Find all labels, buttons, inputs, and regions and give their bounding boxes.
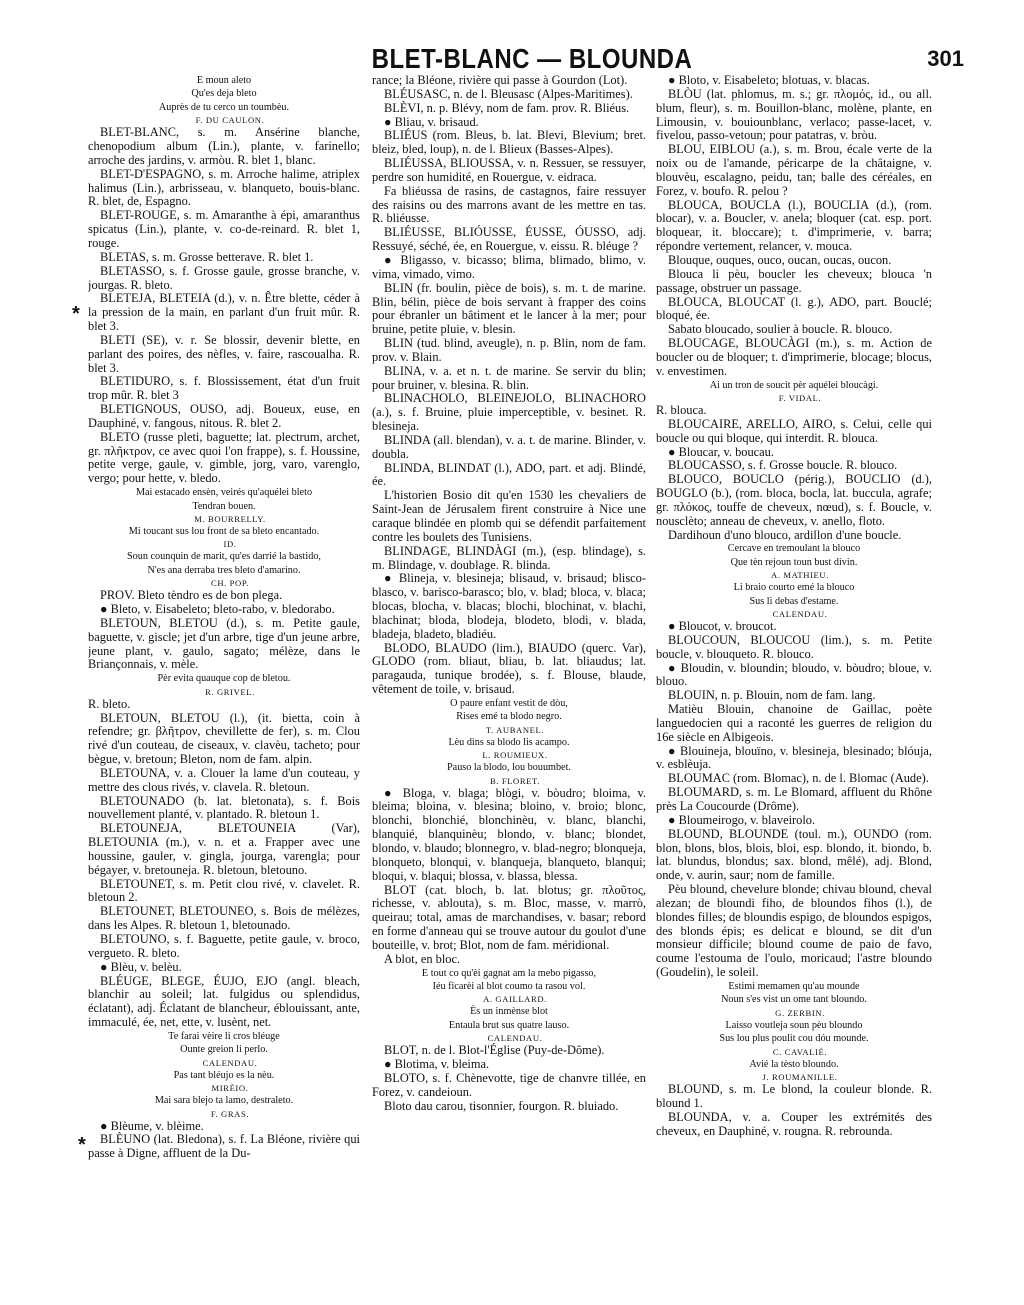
page-number: 301 [927, 46, 964, 71]
quote-author: B. FLORET. [489, 775, 540, 786]
verse-line: Lèu dins sa blodo lis acampo. [448, 736, 570, 748]
verse-line: Que tèn rejoun toun bust divin. [730, 556, 858, 568]
column-middle [372, 74, 646, 1289]
dictionary-entry: BLIÉUS (rom. Bleus, b. lat. Blevi, Blevium; bret. bleiz, bled, loup), n. de l. Blieux (Basses-Alpes). [372, 128, 646, 157]
verse-line: N'es ana derraba tres bleto d'amarino. [147, 564, 301, 576]
dictionary-entry: BLOUND, BLOUNDE (toul. m.), OUNDO (rom. blon, blons, blos, blois, bloi, esp. blondo, it. biondo, b. lat. blundus, blondus; sax. blond, mêlé), adj. Blond, onde, v. aurin, saur; nom de famille. [656, 826, 932, 883]
quote-author: F. DU CAULON. [195, 115, 265, 126]
dictionary-entry: BLETOUN, BLETOU (d.), s. m. Petite gaule, baguette, v. giscle; jet d'un arbre, tige d'un jeune arbre, jeune plant, v. gaulo, sagato; mélèze, dans le Briançonnais, v. mèle. [88, 615, 360, 672]
dictionary-entry: BLINA, v. a. et n. t. de marine. Se servir du blin; pour bruiner, v. blesina. R. blin. [372, 363, 646, 392]
dictionary-entry: BLIÉUSSE, BLIÓUSSE, ÉUSSE, ÓUSSO, adj. Ressuyé, séché, ée, en Rouergue, v. eissu. R. bléuge ? [372, 225, 646, 254]
verse-line: Noun s'es vist un ome tant bloundo. [721, 994, 867, 1006]
dictionary-entry: BLIÉUSSA, BLIOUSSA, v. n. Ressuer, se ressuyer, perdre son humidité, en Rouergue, v. eidraca. [372, 156, 646, 184]
quote-author: CALENDAU. [772, 609, 828, 620]
dictionary-entry: Matièu Blouin, chanoine de Gaillac, poète languedocien qui a raconté les guerres de religion du 16e siècle en Albigeois. [656, 702, 932, 744]
quote-author: A. GAILLARD. [483, 994, 547, 1005]
dictionary-entry: BLINACHOLO, BLEINEJOLO, BLINACHORO (a.), s. f. Bruine, pluie imperceptible, v. besinet. R. blesineja. [372, 391, 646, 434]
verse-line: Iéu ficarèi al blot coumo ta rasou vol. [432, 980, 586, 992]
verse-line: O paure enfant vestit de dòu, [450, 697, 568, 709]
dictionary-entry: BLETAS, s. m. Grosse betterave. R. blet 1. [100, 249, 314, 264]
quote-author: F. GRAS. [210, 1108, 250, 1119]
quote-author: R. GRIVEL. [205, 686, 255, 697]
dictionary-entry: BLOUIN, n. p. Blouin, nom de fam. lang. [668, 688, 876, 703]
dictionary-entry: BLODO, BLAUDO (lim.), BIAUDO (querc. Var), GLODO (rom. bliaut, bliau, b. lat. bliaudus; lat. paragauda, tunique brodée), s. f. Blouse, blaude, vêtement de toile, v. brisaud. [372, 640, 646, 697]
dictionary-entry: BLIN (fr. boulin, pièce de bois), s. m. t. de marine. Blin, bélin, pièce de bois servant à frapper des coins pour ébranler un bâtiment et le lancer à la mer; pour bruine, petite pluie, v. blesin. [372, 280, 646, 337]
dictionary-entry: BLOUCA, BOUCLA (l.), BOUCLIA (d.), (rom. blocar), v. a. Boucler, v. anela; bloquer (cat. esp. port. bloquear, it. bloccare); t. d'imprimerie, v. barra; répondre vertement, relancer, v. mouca. [656, 197, 932, 254]
verse-line: Pèr evita quauque cop de bletou. [157, 673, 291, 685]
quote-author: C. CAVALIÉ. [772, 1046, 828, 1057]
dictionary-entry: BLETO (russe pleti, baguette; lat. plectrum, archet, gr. πλῆκτρον, ce avec quoi l'on frappe), s. f. Houssine, petite verge, gaule, v. gimble, jorg, varo, varenglo, vergo; pour hette, v. bledo. [88, 429, 360, 486]
verse-line: Te farai vèire li cros bléuge [168, 1030, 280, 1042]
dictionary-entry: BLÉUGE, BLEGE, ÉUJO, EJO (angl. bleach, blanchir au soleil; lat. fulgidus ou splendidus, éclatant), adj. Éclatant de blancheur, éblouissant, ante, immaculé, ée, net, ette, v. lusènt, net. [88, 973, 360, 1030]
quote-author: ID. [223, 539, 237, 550]
verse-line: Estimi memamen qu'au mounde [728, 980, 860, 992]
dictionary-entry: Bloto dau carou, tisonnier, fourgon. R. bluiado. [384, 1098, 619, 1113]
dictionary-entry: BLOUCAGE, BLOUCÀGI (m.), s. m. Action de boucler ou de bloquer; t. d'imprimerie, blocage; blocus, v. envestimen. [656, 336, 932, 378]
dictionary-entry: ● Blèume, v. blèime. [100, 1118, 204, 1133]
verse-line: Sus lou plus poulit cou dóu mounde. [719, 1033, 869, 1045]
dictionary-entry: A blot, en bloc. [384, 951, 461, 966]
quote-author: CH. POP. [211, 578, 249, 589]
quote-author: CALENDAU. [487, 1033, 543, 1044]
dictionary-entry: BLOTO, s. f. Chènevotte, tige de chanvre tillée, en Forez, v. candeioun. [372, 1070, 646, 1099]
dictionary-entry: ● Bloucot, v. broucot. [668, 619, 777, 634]
dictionary-entry: BLÈVI, n. p. Blévy, nom de fam. prov. R. Bliéus. [384, 100, 630, 115]
dictionary-entry: BLETOUNEJA, BLETOUNEIA (Var), BLETOUNIA (m.), v. n. et a. Frapper avec une houssine, gauler, v. gingla, jourga, varengla; pour bégayer, v. bretouneja. R. bletoun, bletouno. [88, 821, 360, 877]
verse-line: E moun aleto [196, 75, 252, 86]
verse-line: Li braio courto emé la blouco [733, 582, 855, 594]
running-head: BLET-BLANC — BLOUNDA [371, 43, 693, 75]
dictionary-entry: BLETEJA, BLETEIA (d.), v. n. Être blette, céder à la pression de la main, en parlant d'un fruit mûr. R. blet 3. [88, 291, 360, 334]
dictionary-entry: BLOT, n. de l. Blot-l'Église (Puy-de-Dôme). [384, 1043, 605, 1058]
dictionary-entry: BLÉUSASC, n. de l. Bleusasc (Alpes-Maritimes). [384, 86, 633, 101]
dictionary-entry: BLIN (tud. blind, aveugle), n. p. Blin, nom de fam. prov. v. Blain. [372, 336, 646, 364]
dictionary-entry: ● Bloto, v. Eisabeleto; blotuas, v. blacas. [668, 74, 870, 87]
dictionary-entry: BLETOUNO, s. f. Baguette, petite gaule, v. broco, vergueto. R. bleto. [88, 932, 360, 960]
dictionary-entry: ● Bligasso, v. bicasso; blima, blimado, blimo, v. vima, vimado, vimo. [372, 252, 646, 281]
dictionary-entry: BLETASSO, s. f. Grosse gaule, grosse branche, v. jourgas. R. bleto. [88, 263, 360, 292]
verse-line: Cercave en tremoulant la blouco [727, 543, 861, 555]
quote-author: M. BOURRELLY. [194, 513, 266, 524]
dictionary-entry: Sabato bloucado, soulier à boucle. R. blouco. [668, 322, 893, 337]
dictionary-entry: BLOUCOUN, BLOUCOU (lim.), s. m. Petite boucle, v. blouqueto. R. blouco. [656, 632, 932, 661]
dictionary-entry: BLOUNDA, v. a. Couper les extrémités des cheveux, en Dauphiné, v. rougna. R. rebrounda. [656, 1109, 932, 1138]
dictionary-entry: ● Bliau, v. brisaud. [384, 114, 479, 129]
dictionary-entry: ● Blotima, v. bleima. [384, 1057, 490, 1072]
entry-continuation: rance; la Bléone, rivière qui passe à Gourdon (Lot). [372, 74, 628, 87]
dictionary-entry: BLET-D'ESPAGNO, s. m. Arroche halime, atriplex halimus (Lin.), arbrisseau, v. blanqueto, bouis-blanc. R. blet, de, Espagno. [88, 166, 360, 209]
dictionary-entry: BLETOUNET, BLETOUNEO, s. Bois de mélèzes, dans les Alpes. R. bletoun 1, bletounado. [88, 904, 360, 933]
dictionary-entry: BLETOUN, BLETOU (l.), (it. bietta, coin à refendre; gr. βλῆτρον, chevillette de fer), s. m. Clou rivé d'un couteau, de ciseaux, v. clavèu, tacheto; pour bègue, v. bretoun; Bleton, nom de fam. alpin. [88, 710, 360, 767]
dictionary-entry: BLINDA, BLINDAT (l.), ADO, part. et adj. Blindé, ée. [372, 460, 646, 489]
dictionary-entry: BLOU, EIBLOU (a.), s. m. Brou, écale verte de la noix ou de l'amande, péricarpe de la châtaigne, v. blouvèu, escalagno, peidu, tan; balle des céréales, en Forez, v. boufo. R. pelou ? [656, 142, 932, 198]
dictionary-entry: ● Bloumeirogo, v. blaveirolo. [668, 812, 816, 827]
quote-author: J. ROUMANILLE. [762, 1072, 838, 1082]
dictionary-entry: ● Bloucar, v. boucau. [668, 444, 774, 459]
margin-star-mark: * [78, 1134, 86, 1156]
verse-line: Ai un tron de soucit pèr aquélei bloucàgi. [709, 379, 879, 391]
verse-line: E tout co qu'èi gagnat am la mebo pigasso, [421, 967, 597, 979]
verse-line: Mai estacado ensèn, veirés qu'aquélei bleto [135, 487, 313, 499]
dictionary-entry: BLETI (SE), v. r. Se blossir, devenir blette, en parlant des poires, des nèfles, v. faire, rascoualha. R. blet 3. [88, 332, 360, 375]
margin-star-mark: * [72, 303, 80, 325]
dictionary-entry: BLET-ROUGE, s. m. Amaranthe à épi, amaranthus spicatus (Lin.), plante, v. co-de-reinard. R. blet 1, rouge. [88, 208, 360, 250]
dictionary-entry: Dardihoun d'uno blouco, ardillon d'une boucle. [668, 527, 902, 542]
column-right [656, 74, 932, 1289]
dictionary-entry: BLOUMAC (rom. Blomac), n. de l. Blomac (Aude). [668, 771, 929, 786]
entry-continuation: R. bleto. [88, 696, 131, 711]
dictionary-entry: ● Blouineja, blouïno, v. blesineja, blesinado; blóuja, v. esblèuja. [656, 743, 932, 772]
verse-line: Rises emé ta blodo negro. [456, 711, 562, 723]
verse-line: Mi toucant sus lou front de sa bleto encantado. [128, 525, 320, 537]
dictionary-entry: BLÈUNO (lat. Bledona), s. f. La Bléone, rivière qui passe à Digne, affluent de la Du- [88, 1132, 360, 1161]
dictionary-entry: BLET-BLANC, s. m. Ansérine blanche, chenopodium album (Lin.), plante, v. farinello; arroche des jardins, v. armòu. R. blet 1, blanc. [88, 125, 360, 167]
dictionary-entry: BLOUCO, BOUCLO (périg.), BOUCLIO (d.), BOUGLO (b.), (rom. bloca, bocla, lat. buccula, agrafe; gr. πλόκος, touffe de cheveux, nœud), s. f. Boucle, v. nousclèto; anneau de cheveux, v. anello, floto. [656, 472, 932, 528]
dictionary-entry: Pèu blound, chevelure blonde; chivau blound, cheval alezan; de bloundi fiho, de bloundos fihos (l.), de blondes filles; de bloundis espigo, de bloundos espigos, des blonds épis; es delicat e blound, se dit d'un monsieur difficile; blound coume de paio de favo, coume l'estouma de l'oulo, moricaud; l'astre bloundo (Goudelin), le soleil. [656, 882, 932, 980]
quote-author: T. AUBANEL. [485, 724, 545, 735]
column-left [88, 74, 360, 1289]
quote-author: MIRÈIO. [211, 1083, 249, 1094]
dictionary-entry: BLETOUNA, v. a. Clouer la lame d'un couteau, y mettre des clous rivés, v. clavela. R. bletoun. [88, 765, 360, 794]
dictionary-entry: ● Bloga, v. blaga; blògi, v. bòudro; bloima, v. bleima; bloina, v. blesina; bloino, v. broio; blonc, blonchi, blonchié, blonchinèu, v. blanc, blanchi, blanquié, blanquinèu; blondo, v. blanc; blondet, blondo, v. blaudo; blonnegro, v. blad-negro; blonqueja, blonqueto, blonqui, v. blanqueja, blanqueto, blanqui; bloqui, v. blaqui; blossa, v. blassa, blessa. [372, 785, 646, 883]
verse-line: Ès un inmènse blot [470, 1006, 548, 1018]
dictionary-entry: L'historien Bosio dit qu'en 1530 les chevaliers de Saint-Jean de Jérusalem firent construire à Nice une caraque blindée en plomb qui se défendit parfaitement contre les boulets des Tunisiens. [372, 488, 646, 544]
quote-author: F. VIDAL. [778, 392, 822, 403]
verse-line: Auprès de tu cerco un toumbèu. [158, 101, 290, 113]
verse-line: Entaula brut sus quatre lauso. [448, 1019, 570, 1031]
verse-line: Soun counquin de marit, qu'es darrié la bastido, [127, 551, 321, 563]
dictionary-entry: Blouque, ouques, ouco, oucan, oucas, oucon. [668, 252, 892, 267]
dictionary-entry: ● Blèu, v. belèu. [100, 959, 182, 974]
quote-author: CALENDAU. [202, 1057, 258, 1068]
dictionary-entry: BLINDAGE, BLINDÀGI (m.), (esp. blindage), s. m. Blindage, v. doublage. R. blinda. [372, 543, 646, 572]
dictionary-entry: BLETIDURO, s. f. Blossissement, état d'un fruit trop mûr. R. blet 3 [88, 374, 360, 403]
quote-author: G. ZERBIN. [775, 1007, 825, 1018]
verse-line: Qu'es deja bleto [191, 88, 257, 100]
quote-author: L. ROUMIEUX. [482, 750, 548, 761]
dictionary-entry: BLOUCASSO, s. f. Grosse boucle. R. blouco. [668, 458, 898, 473]
dictionary-entry: ● Blineja, v. blesineja; blisaud, v. brisaud; blisco-blasco, v. barisco-barasco; blo, v. blad; bloca, v. blaca; blocas, blocha, v. blacas; blochi, blochinat, v. blachi, blachinat; bloda, blodeja, blodeto, blodi, v. blada, bladeja, bladeto, bladiéu. [372, 571, 646, 641]
dictionary-entry: Fa bliéussa de rasins, de castagnos, faire ressuyer des raisins ou des marrons avant de les mettre en tas. R. bliéusse. [372, 183, 646, 226]
verse-line: Mai sara blejo ta lamo, destraleto. [154, 1095, 294, 1107]
entry-continuation: R. blouca. [656, 402, 707, 417]
dictionary-entry: BLOUCA, BLOUCAT (l. g.), ADO, part. Bouclé; bloqué, ée. [656, 294, 932, 323]
dictionary-entry: BLETOUNADO (b. lat. bletonata), s. f. Bois nouvellement planté, v. plantado. R. bletoun 1. [88, 793, 360, 822]
dictionary-entry: BLOUCAIRE, ARELLO, AIRO, s. Celui, celle qui boucle ou qui bloque, qui interdit. R. blouca. [656, 416, 932, 445]
dictionary-entry: BLINDA (all. blendan), v. a. t. de marine. Blinder, v. doubla. [372, 432, 646, 461]
verse-line: Pauso la blodo, lou bouumbet. [447, 762, 571, 774]
dictionary-entry: BLOUMARD, s. m. Le Blomard, affluent du Rhône près La Coucourde (Drôme). [656, 785, 932, 813]
dictionary-entry: ● Bloudin, v. bloundin; bloudo, v. bòudro; bloue, v. blouo. [656, 660, 932, 689]
dictionary-entry: PROV. Bleto tèndro es de bon plega. [100, 588, 283, 603]
dictionary-entry: BLOUND, s. m. Le blond, la couleur blonde. R. blound 1. [656, 1082, 932, 1110]
verse-line: Ounte greion li perlo. [180, 1044, 268, 1056]
verse-line: Tendran bouen. [192, 500, 256, 512]
verse-line: Pas tant bléujo es la nèu. [173, 1069, 275, 1081]
dictionary-entry: BLÒU (lat. phlomus, m. s.; gr. πλομός, id., ou all. blum, fleur), s. m. Bouillon-blanc, molène, plante, en Limousin, v. bouiounblanc, verlaco; passe-lacet, v. fivelou, passo-vetoun; pour patatras, v. bròu. [656, 86, 932, 143]
dictionary-entry: BLETOUNET, s. m. Petit clou rivé, v. clavelet. R. bletoun 2. [88, 876, 360, 905]
quote-author: A. MATHIEU. [771, 570, 829, 581]
dictionary-entry: BLOT (cat. bloch, b. lat. blotus; gr. πλοῦτος, richesse, v. abloutа), s. m. Bloc, masse, v. marrò, queirau; total, amas de marchandises, v. basar; rebord en forme d'anneau qui se trouve autour du goulot d'une bouteille, v. brot; Blot, nom de fam. méridional. [372, 882, 646, 952]
dictionary-entry: Blouca li pèu, boucler les cheveux; blouca 'n passage, obstruer un passage. [656, 266, 932, 295]
verse-line: Laisso voutleja soun pèu bloundo [725, 1019, 863, 1031]
dictionary-entry: BLETIGNOUS, OUSO, adj. Boueux, euse, en Dauphiné, v. fangous, nitous. R. blet 2. [88, 402, 360, 430]
verse-line: Avié la tèsto bloundo. [749, 1058, 839, 1070]
dictionary-entry: ● Bleto, v. Eisabeleto; bleto-rabo, v. bledorabo. [100, 602, 335, 617]
verse-line: Sus li debas d'estame. [749, 595, 839, 607]
